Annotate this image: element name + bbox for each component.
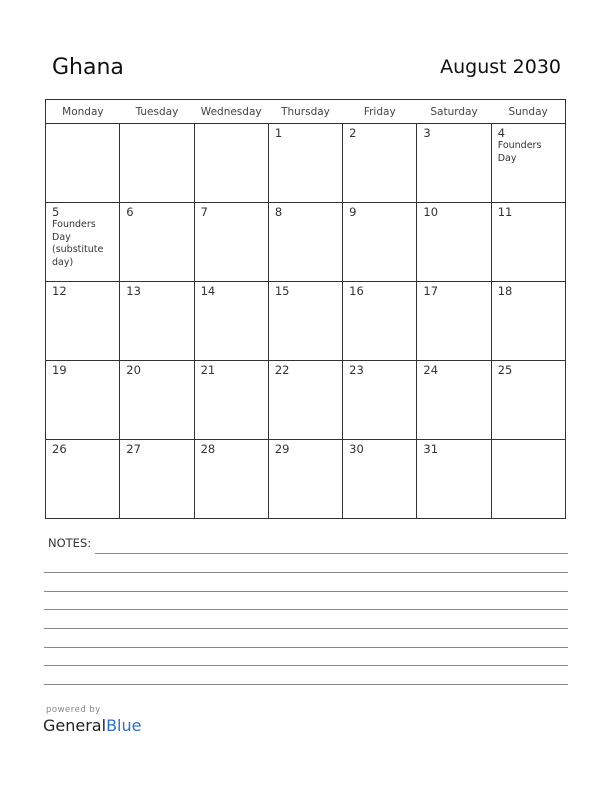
day-cell bbox=[417, 440, 491, 519]
notes-line bbox=[95, 553, 568, 554]
day-number: 7 bbox=[200, 205, 208, 219]
week-row bbox=[46, 361, 566, 440]
day-cell bbox=[491, 361, 565, 440]
day-number: 6 bbox=[126, 205, 134, 219]
month-year-title: August 2030 bbox=[440, 56, 561, 78]
notes-line bbox=[44, 591, 568, 592]
day-cell bbox=[343, 361, 417, 440]
day-number: 9 bbox=[349, 205, 357, 219]
day-cell bbox=[120, 440, 194, 519]
brand-general: General bbox=[43, 716, 107, 735]
day-number: 28 bbox=[200, 442, 216, 456]
day-number: 24 bbox=[423, 363, 439, 377]
day-cell bbox=[120, 124, 194, 203]
day-cell bbox=[491, 440, 565, 519]
brand-blue: Blue bbox=[106, 716, 142, 735]
notes-line bbox=[44, 572, 568, 573]
day-cell bbox=[194, 124, 268, 203]
day-number: 25 bbox=[497, 363, 513, 377]
day-number: 12 bbox=[52, 284, 67, 298]
notes-line bbox=[44, 665, 568, 666]
country-title: Ghana bbox=[52, 55, 124, 80]
weekday-header: Saturday bbox=[417, 100, 491, 124]
day-number: 17 bbox=[423, 284, 439, 298]
notes-label: NOTES: bbox=[48, 536, 92, 550]
holiday-label: Founders Day bbox=[497, 140, 542, 164]
day-number: 27 bbox=[126, 442, 141, 456]
week-row bbox=[46, 440, 566, 519]
day-cell bbox=[120, 282, 194, 361]
day-cell bbox=[268, 203, 342, 282]
brand-logo[interactable] bbox=[43, 716, 141, 735]
day-cell bbox=[417, 282, 491, 361]
day-cell bbox=[194, 203, 268, 282]
notes-line bbox=[44, 609, 568, 610]
day-number: 18 bbox=[497, 284, 513, 298]
day-number: 30 bbox=[349, 442, 364, 456]
day-cell bbox=[268, 282, 342, 361]
powered-by-text: powered by bbox=[46, 705, 101, 715]
day-number: 15 bbox=[274, 284, 290, 298]
day-cell bbox=[343, 124, 417, 203]
day-number: 1 bbox=[274, 126, 283, 140]
day-cell bbox=[46, 124, 120, 203]
day-number: 31 bbox=[423, 442, 439, 456]
day-number: 2 bbox=[349, 126, 357, 140]
day-cell bbox=[417, 361, 491, 440]
day-number: 3 bbox=[423, 126, 431, 140]
holiday-label: Founders Day (substitute day) bbox=[52, 219, 104, 268]
day-cell bbox=[46, 440, 120, 519]
day-number: 26 bbox=[52, 442, 67, 456]
week-row bbox=[46, 124, 566, 203]
day-cell bbox=[46, 361, 120, 440]
day-number: 4 bbox=[497, 126, 506, 140]
day-cell bbox=[343, 440, 417, 519]
week-row bbox=[46, 282, 566, 361]
day-number: 23 bbox=[349, 363, 364, 377]
day-cell bbox=[417, 203, 491, 282]
day-cell bbox=[194, 440, 268, 519]
day-cell bbox=[491, 203, 565, 282]
day-number: 11 bbox=[497, 205, 513, 219]
day-number: 10 bbox=[423, 205, 439, 219]
weekday-header: Tuesday bbox=[120, 100, 194, 124]
day-number: 13 bbox=[126, 284, 141, 298]
day-number: 5 bbox=[52, 205, 60, 219]
day-cell bbox=[268, 361, 342, 440]
day-cell bbox=[194, 282, 268, 361]
weekday-header: Friday bbox=[343, 100, 417, 124]
day-cell bbox=[343, 282, 417, 361]
day-cell bbox=[491, 282, 565, 361]
day-cell bbox=[120, 203, 194, 282]
weekday-header-row bbox=[46, 100, 566, 124]
notes-line bbox=[44, 647, 568, 648]
week-row bbox=[46, 203, 566, 282]
day-number: 8 bbox=[274, 205, 283, 219]
notes-line bbox=[44, 628, 568, 629]
day-cell bbox=[268, 440, 342, 519]
day-number: 14 bbox=[200, 284, 216, 298]
day-number: 29 bbox=[274, 442, 290, 456]
day-cell bbox=[268, 124, 342, 203]
weekday-header: Sunday bbox=[491, 100, 565, 124]
day-cell bbox=[491, 124, 565, 203]
day-cell bbox=[46, 282, 120, 361]
day-number: 21 bbox=[200, 363, 216, 377]
day-cell bbox=[194, 361, 268, 440]
day-number: 22 bbox=[274, 363, 290, 377]
calendar-grid bbox=[45, 99, 566, 519]
day-cell bbox=[343, 203, 417, 282]
day-number: 16 bbox=[349, 284, 364, 298]
weekday-header: Wednesday bbox=[194, 100, 268, 124]
day-cell bbox=[46, 203, 120, 282]
notes-line bbox=[44, 684, 568, 685]
day-cell bbox=[417, 124, 491, 203]
weekday-header: Thursday bbox=[268, 100, 342, 124]
weekday-header: Monday bbox=[46, 100, 120, 124]
day-cell bbox=[120, 361, 194, 440]
day-number: 19 bbox=[52, 363, 67, 377]
day-number: 20 bbox=[126, 363, 141, 377]
